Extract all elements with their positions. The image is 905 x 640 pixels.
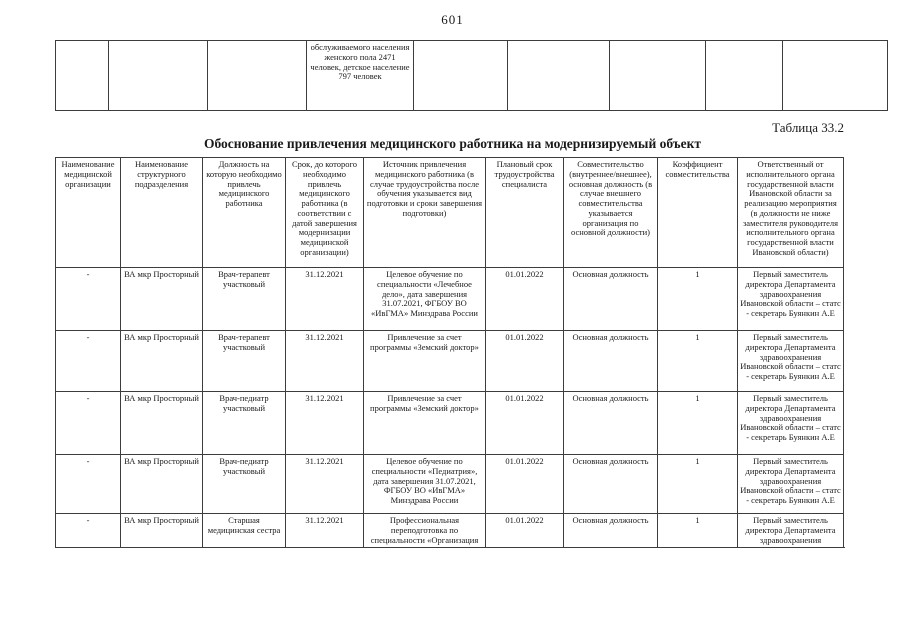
table-cell: Привлечение за счет программы «Земский доктор» [364, 392, 486, 455]
table-cell: Первый заместитель директора Департамента здравоохранения Ивановской области – статс - секретарь Буянкин А.Е [738, 455, 844, 514]
header-cell: Ответственный от исполнительного органа государственной власти Ивановской области за реализацию мероприятия (в должности не ниже заместителя руководителя исполнительного органа государственной власти Ивановской области) [738, 158, 844, 268]
table-cell: 01.01.2022 [486, 514, 564, 549]
table-cell: - [56, 331, 121, 392]
table-row [56, 331, 844, 392]
table-row [56, 392, 844, 455]
table-cell: Привлечение за счет программы «Земский доктор» [364, 331, 486, 392]
table-cell: Первый заместитель директора Департамента здравоохранения Ивановской области – статс - секретарь Буянкин А.Е [738, 268, 844, 331]
header-cell: Источник привлечения медицинского работника (в случае трудоустройства после обучения указывается вид подготовки и сроки завершения подготовки) [364, 158, 486, 268]
table-cell: ВА мкр Просторный [121, 331, 203, 392]
table-cell [109, 41, 208, 111]
page-number: 601 [441, 12, 464, 27]
table-cell: ВА мкр Просторный [121, 455, 203, 514]
table-row [56, 455, 844, 514]
table-cell: 31.12.2021 [286, 455, 364, 514]
carryover-table [55, 40, 888, 111]
table-cell: Врач-терапевт участковый [203, 331, 286, 392]
table-cell: - [56, 268, 121, 331]
table-cell: обслуживаемого населения женского пола 2471 человек, детское население 797 человек [307, 41, 414, 111]
table-cell: ВА мкр Просторный [121, 268, 203, 331]
table-cell: 01.01.2022 [486, 392, 564, 455]
header-row [56, 158, 844, 268]
table-cell: 1 [658, 268, 738, 331]
table-cell: Старшая медицинская сестра [203, 514, 286, 549]
table-cell: ВА мкр Просторный [121, 514, 203, 549]
table-cell: Целевое обучение по специальности «Педиатрия», дата завершения 31.07.2021, ФГБОУ ВО «ИвГМА» Минздрава России [364, 455, 486, 514]
table-cell [56, 41, 109, 111]
table-cell: - [56, 392, 121, 455]
table-cell: 01.01.2022 [486, 331, 564, 392]
table-cell [783, 41, 888, 111]
table-caption: Таблица 33.2 [772, 120, 844, 135]
table-row [56, 514, 844, 549]
table-cell: Основная должность [564, 392, 658, 455]
table-cell: Врач-терапевт участковый [203, 268, 286, 331]
table-cell: ВА мкр Просторный [121, 392, 203, 455]
table-cell: Первый заместитель директора Департамента здравоохранения [738, 514, 844, 549]
table-cell: 01.01.2022 [486, 455, 564, 514]
table-cell [414, 41, 508, 111]
table-cell: 1 [658, 455, 738, 514]
table-cell: 1 [658, 331, 738, 392]
table-cell: Основная должность [564, 514, 658, 549]
header-cell: Плановый срок трудоустройства специалиста [486, 158, 564, 268]
table-cell: Основная должность [564, 331, 658, 392]
main-table [55, 157, 844, 548]
header-cell: Наименование медицинской организации [56, 158, 121, 268]
header-cell: Наименование структурного подразделения [121, 158, 203, 268]
table-row [56, 268, 844, 331]
table-cell [508, 41, 610, 111]
table-cell: 01.01.2022 [486, 268, 564, 331]
table-cell: Основная должность [564, 268, 658, 331]
table-cell: 31.12.2021 [286, 268, 364, 331]
table-cell: Первый заместитель директора Департамента здравоохранения Ивановской области – статс - секретарь Буянкин А.Е [738, 331, 844, 392]
table-cell: Врач-педиатр участковый [203, 392, 286, 455]
carryover-row [56, 41, 888, 111]
table-cell: 31.12.2021 [286, 331, 364, 392]
table-cell: Профессиональная переподготовка по специальности «Организация [364, 514, 486, 549]
table-cell: 31.12.2021 [286, 514, 364, 549]
table-cell: Врач-педиатр участковый [203, 455, 286, 514]
table-cell [208, 41, 307, 111]
main-table-wrapper [55, 157, 845, 548]
page-title: Обоснование привлечения медицинского работника на модернизируемый объект [203, 136, 702, 151]
table-cell: 1 [658, 514, 738, 549]
header-cell: Должность на которую необходимо привлечь медицинского работника [203, 158, 286, 268]
header-cell: Срок, до которого необходимо привлечь медицинского работника (в соответствии с датой завершения модернизации медицинской организации) [286, 158, 364, 268]
table-cell: Основная должность [564, 455, 658, 514]
table-cell [706, 41, 783, 111]
header-cell: Совместительство (внутреннее/внешнее), основная должность (в случае внешнего совместительства указывается организация по основной должности) [564, 158, 658, 268]
table-cell: 1 [658, 392, 738, 455]
header-cell: Коэффициент совместительства [658, 158, 738, 268]
table-cell: - [56, 455, 121, 514]
table-cell: 31.12.2021 [286, 392, 364, 455]
table-cell [610, 41, 706, 111]
table-cell: - [56, 514, 121, 549]
table-cell: Первый заместитель директора Департамента здравоохранения Ивановской области – статс - секретарь Буянкин А.Е [738, 392, 844, 455]
table-cell: Целевое обучение по специальности «Лечебное дело», дата завершения 31.07.2021, ФГБОУ ВО «ИвГМА» Минздрава России [364, 268, 486, 331]
